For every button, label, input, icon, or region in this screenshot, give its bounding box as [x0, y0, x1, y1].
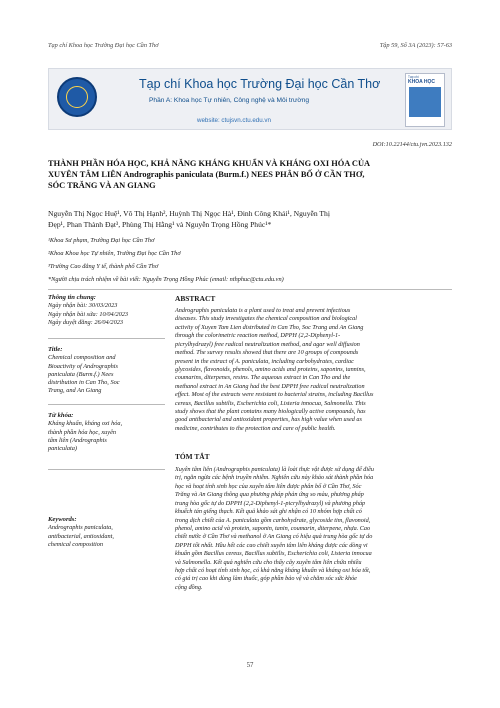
title-heading: Title:	[48, 346, 63, 353]
abstract-line: picrylhydrazyl) free radical neutralization method, and agar well diffusion	[175, 340, 360, 348]
tomtat-line: chiết nước ở Cần Thơ và methanol ở An Giang có hiệu quả trung hòa gốc tự do	[175, 533, 373, 541]
abstract-heading: ABSTRACT	[175, 294, 216, 303]
abstract-line: study shows that the plant contains many biologically active compounds, has	[175, 408, 366, 416]
divider	[48, 289, 452, 290]
tukhoa-heading: Từ khóa:	[48, 412, 74, 419]
sidebar-divider	[48, 404, 165, 405]
tomtat-line: Trăng và An Giang thông qua phương pháp phản ứng so màu, phương pháp	[175, 491, 364, 499]
english-title-line: paniculata (Burm.f.) Nees	[48, 370, 114, 378]
sidebar-divider	[48, 469, 165, 470]
authors	[48, 209, 452, 231]
date-line: Ngày nhận bài sửa: 10/04/2023	[48, 310, 129, 318]
keywords-heading: Keywords:	[48, 516, 77, 523]
tukhoa-line: tâm liên (Andrographis	[48, 436, 107, 444]
running-head-volume: Tập 59, Số 3A (2023): 57-63	[379, 42, 452, 49]
english-title-line: Bioactivity of Andrographis	[48, 362, 118, 370]
author-line: Đẹp¹, Phan Thành Đạt³, Phùng Thị Hằng¹ và Nguyễn Trọng Hồng Phúc¹*	[48, 219, 272, 229]
sidebar-divider	[48, 338, 165, 339]
page-number: 57	[246, 662, 254, 669]
abstract-text	[175, 307, 452, 433]
journal-banner	[48, 68, 452, 130]
abstract-line: methanol extract in An Giang had the best DPPH free radical neutralization	[175, 382, 365, 390]
affiliation: ³Trường Cao đẳng Y tế, thành phố Cần Thơ	[48, 263, 159, 270]
info-block	[48, 294, 165, 327]
abstract-line: activity of Xuyen Tam Lien distributed in Can Tho, Soc Trang and An Giang	[175, 323, 364, 331]
keywords-line: chemical composition	[48, 540, 104, 548]
title-line: SÓC TRĂNG VÀ AN GIANG	[48, 181, 156, 191]
abstract-line: effect. Most of the extracts were resistant to bacterial strains, including Bacillus	[175, 391, 374, 399]
corresponding-author: *Người chịu trách nhiệm về bài viết: Nguyễn Trọng Hồng Phúc (email: nthphuc@ctu.edu.vn)	[48, 276, 284, 283]
tomtat-line: phenol, amino acid và protein, saponin, tanin, coumarin, diterpene, nhựa. Cao	[175, 524, 371, 532]
title-line: XUYÊN TÂM LIÊN Andrographis paniculata (Burm.f.) NEES PHÂN BỐ Ở CẦN THƠ,	[48, 170, 365, 180]
author-line: Nguyễn Thị Ngọc Huệ¹, Võ Thị Hạnh², Huỳnh Thị Ngọc Hà¹, Đinh Công Khải¹, Nguyễn Thị	[48, 209, 330, 218]
tomtat-line: khuếch tán giếng thạch. Kết quả khảo sát ghi nhận có 10 nhóm hợp chất có	[175, 508, 362, 516]
info-heading: Thông tin chung:	[48, 294, 97, 301]
english-title-line: Trang, and An Giang	[48, 387, 102, 395]
tomtat-line: và Salmonella. Kết quả nghiên cứu cho thấy cây xuyên tâm liên chứa nhiều	[175, 558, 362, 566]
tomtat-line: trung hòa gốc tự do DPPH (2,2-Diphenyl-1-picrylhydrazyl) và phương pháp	[175, 499, 366, 507]
banner-journal-title: Tạp chí Khoa học Trường Đại học Cần Thơ	[139, 77, 381, 91]
abstract-line: method. The survey results showed that there are 10 groups of compounds	[175, 349, 359, 357]
university-logo-icon	[57, 77, 97, 117]
running-head-journal: Tạp chí Khoa học Trường Đại học Cần Thơ	[48, 42, 159, 49]
keywords-block	[48, 516, 165, 549]
banner-section: Phần A: Khoa học Tự nhiên, Công nghệ và Môi trường	[149, 97, 310, 104]
date-line: Ngày duyệt đăng: 26/04/2023	[48, 318, 124, 326]
tomtat-line: trong dịch chiết của A. paniculata gồm carbohydrate, glycoside tim, flavonoid,	[175, 516, 371, 524]
keywords-line: antibacterial, antioxidant,	[48, 532, 114, 540]
running-head	[48, 42, 452, 49]
abstract-line: coumarins, diterpenes, resins. The aqueous extract in Can Tho and the	[175, 374, 351, 382]
abstract-line: glycosides, flavonoids, phenols, amino acids and proteins, saponins, tannins,	[175, 365, 366, 373]
abstract-line: diseases. This study investigates the chemical composition and biological	[175, 315, 357, 323]
tukhoa-line: thành phần hóa học, xuyên	[48, 428, 117, 436]
tukhoa-line: Kháng khuẩn, kháng oxi hóa,	[48, 420, 123, 428]
abstract-line: Andrographis paniculata is a plant used to treat and prevent infectious	[175, 307, 351, 314]
cover-top-text: Tạp chí	[408, 75, 419, 79]
tomtat-line: cộng đồng.	[175, 583, 203, 591]
abstract-line: good antibacterial and antioxidant properties, has high value when used as	[175, 416, 362, 424]
tomtat-line: khuẩn gồm Bacillus cereus, Bacillus subtilis, Escherichia coli, Listeria innocua	[175, 550, 372, 558]
tomtat-heading: TÓM TẮT	[175, 452, 210, 461]
tukhoa-block	[48, 412, 165, 453]
tomtat-line: có giá trị cao khi dùng làm thuốc, góp phần bảo vệ và chăm sóc sức khỏe	[175, 575, 357, 583]
tomtat-line: Xuyên tâm liên (Andrographis paniculata) là loài thực vật được sử dụng để điều	[175, 466, 374, 473]
tomtat-line: hợp chất có hoạt tính sinh học, có khả năng kháng khuẩn và kháng oxi hóa tốt,	[175, 567, 371, 575]
title-line: THÀNH PHẦN HÓA HỌC, KHẢ NĂNG KHÁNG KHUẨN VÀ KHÁNG OXI HÓA CỦA	[48, 159, 371, 168]
date-line: Ngày nhận bài: 30/03/2023	[48, 302, 118, 310]
english-title-line: distribution in Can Tho, Soc	[48, 379, 120, 387]
tomtat-text	[175, 466, 452, 592]
abstract-line: present in the extract of A. paniculata, including carbohydrates, cardiac	[175, 357, 354, 365]
keywords-line: Andrographis paniculata,	[48, 524, 113, 532]
tukhoa-line: paniculata)	[48, 445, 78, 453]
english-title-line: Chemical composition and	[48, 354, 116, 362]
tomtat-line: học và hoạt tính sinh học của xuyên tâm liên được phân bố ở Cần Thơ, Sóc	[175, 482, 362, 490]
tomtat-line: trị, ngăn ngừa các bệnh truyền nhiễm. Nghiên cứu này khảo sát thành phần hóa	[175, 474, 374, 482]
cover-name: KHOA HỌC	[408, 78, 436, 85]
english-title-block	[48, 346, 165, 396]
abstract-line: medicine, contributes to the protection and care of public health.	[175, 424, 336, 432]
doi: DOI:10.22144/ctu.jvn.2023.132	[372, 141, 452, 148]
abstract-line: through the colorimetric reaction method, DPPH (2,2-Diphenyl-1-	[175, 332, 341, 340]
article-title	[48, 158, 452, 192]
tomtat-line: DPPH tốt nhất. Hầu hết các cao chiết xuyên tâm liên kháng được các dòng vi	[175, 541, 368, 549]
affiliation: ²Khoa Khoa học Tự nhiên, Trường Đại học Cần Thơ	[48, 250, 181, 257]
affiliation: ¹Khoa Sư phạm, Trường Đại học Cần Thơ	[48, 237, 155, 244]
abstract-line: cereus, Bacillus subtilis, Escherichia coli, Listeria innocua, Salmonella. This	[175, 399, 366, 407]
banner-website: website: ctujsvn.ctu.edu.vn	[197, 117, 271, 124]
journal-cover-thumbnail	[405, 73, 445, 127]
